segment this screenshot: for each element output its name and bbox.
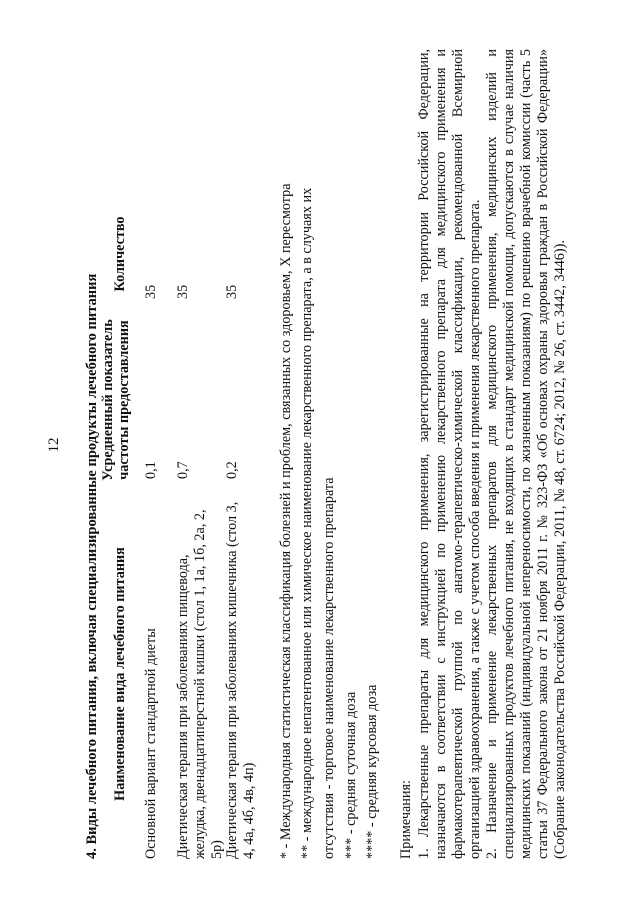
note-item: 2. Назначение и применение лекарственных препаратов для медицинского применения, медицинских изделий и специализированных продуктов лечебного питания, не входящих в стандарт медицинской помощи, допускаются в случае наличия медицинских показаний (индивидуальной непереносимости, по жизненным показаниям) по решению врачебной комиссии (часть 5 статьи 37 Федерального закона от 21 ноября 2011 г. № 323-ФЗ «Об основах охраны здоровья граждан в Российской Федерации» (Собрание законодательства Российской Федерации, 2011, № 48, ст. 6724; 2012, № 26, ст. 3442, 3446)). bbox=[484, 49, 568, 859]
footnote-inn: ** - международное непатентованное или химическое наименование лекарственного препарата, а в случаях их bbox=[299, 187, 315, 859]
header-frequency: Усредненный показатель частоты предоставления bbox=[100, 319, 132, 481]
note-item: 1. Лекарственные препараты для медицинского применения, зарегистрированные на территории Российской Федерации, назначаются в соответствии с инструкцией по применению лекарственного препарата для медицинского применения и фармакотерапевтической группой по анатомо-терапевтическо-химической классификации, рекомендованной Всемирной организацией здравоохранения, а также с учетом способа введения и применения лекарственного препарата. bbox=[416, 49, 483, 859]
frequency-cell: 0,7 bbox=[175, 461, 191, 479]
quantity-cell: 35 bbox=[224, 284, 240, 299]
footnote-course-dose: **** - средняя курсовая доза bbox=[364, 684, 380, 859]
frequency-cell: 0,1 bbox=[143, 461, 159, 479]
quantity-cell: 35 bbox=[143, 284, 159, 299]
quantity-cell: 35 bbox=[175, 284, 191, 299]
footnote-daily-dose: *** - средняя суточная доза bbox=[343, 691, 359, 859]
header-name: Наименование вида лечебного питания bbox=[112, 547, 128, 801]
page-number: 12 bbox=[46, 437, 62, 453]
diet-name-cell: Диетическая терапия при заболеваниях пищевода, желудка, двенадцатиперстной кишки (стол 1, 1а, 1б, 2а, 2, 5р) bbox=[175, 509, 225, 859]
diet-name-cell: Диетическая терапия при заболеваниях кишечника (стол 3, 4, 4а, 4б, 4в, 4п) bbox=[224, 501, 257, 859]
section-title: 4. Виды лечебного питания, включая специализированные продукты лечебного питания bbox=[84, 273, 100, 859]
header-quantity: Количество bbox=[112, 216, 128, 292]
diet-name-cell: Основной вариант стандартной диеты bbox=[143, 628, 159, 859]
notes-title: Примечания: bbox=[398, 780, 414, 859]
frequency-cell: 0,2 bbox=[224, 461, 240, 479]
footnote-inn-continued: отсутствия - торговое наименование лекарственного препарата bbox=[321, 477, 337, 859]
footnote-icd: * - Международная статистическая классификация болезней и проблем, связанных со здоровьем, X пересмотра bbox=[278, 183, 294, 859]
